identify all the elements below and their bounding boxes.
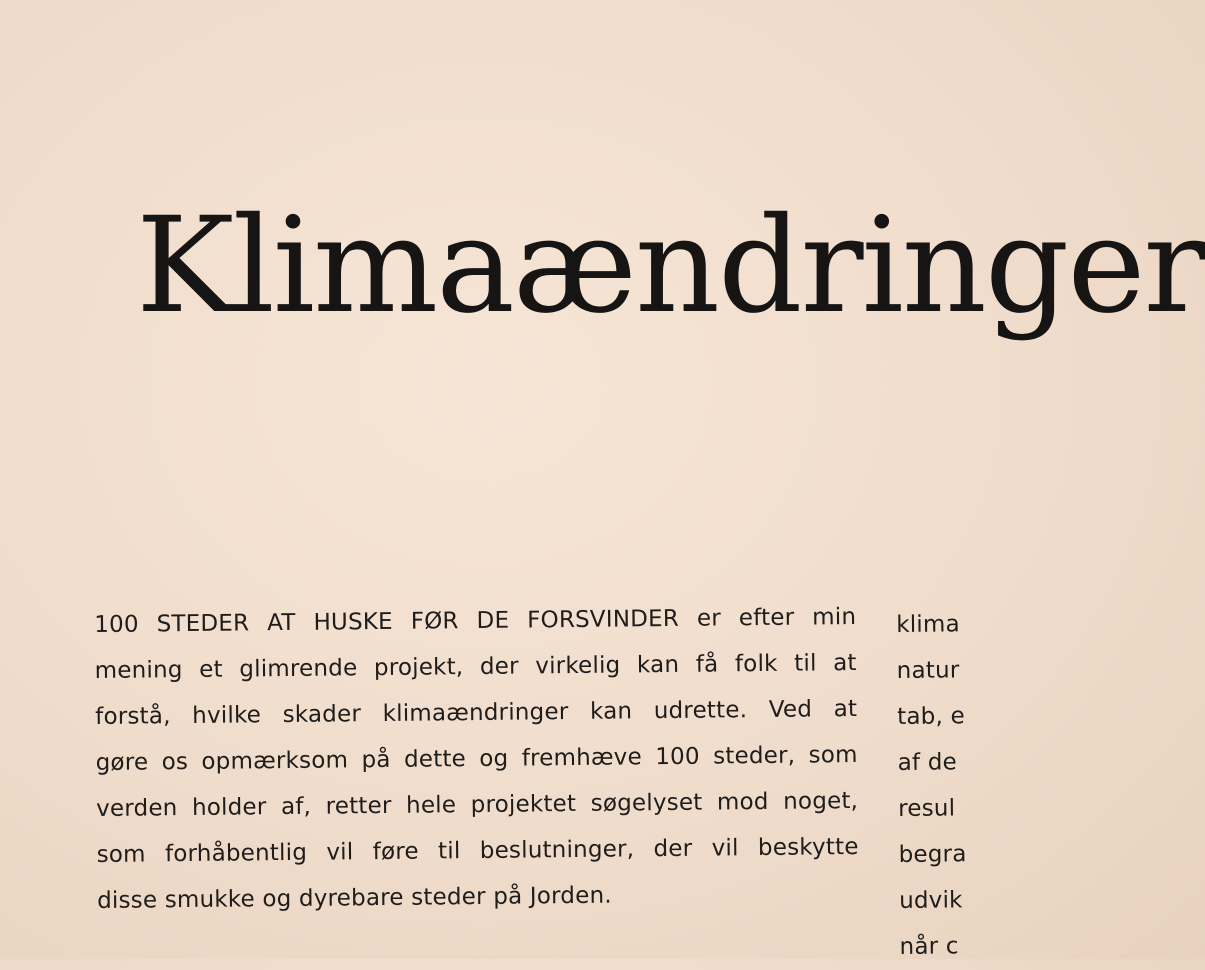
right-column-line: tab, e <box>897 703 966 730</box>
right-column-line: når c <box>899 933 959 960</box>
page-title: Klimaændringer <box>136 189 1205 343</box>
body-line: mening et glimrende projekt, der virkelig kan få folk til at <box>94 650 857 684</box>
body-line: forstå, hvilke skader klimaændringer kan udrette. Ved at <box>95 696 858 730</box>
right-column-line: udvik <box>898 887 963 914</box>
right-column-line: klima <box>896 611 960 638</box>
right-column-line: begra <box>898 841 967 868</box>
body-line: gøre os opmærksom på dette og fremhæve 100 steder, som <box>95 742 858 776</box>
right-column-line: af de <box>897 749 958 776</box>
body-line: som forhåbentlig vil føre til beslutninger, der vil beskytte <box>96 834 859 868</box>
body-line: verden holder af, retter hele projektet søgelyset mod noget, <box>96 788 859 822</box>
right-text-column-cropped <box>896 600 1100 970</box>
body-line: 100 STEDER AT HUSKE FØR DE FORSVINDER er efter min <box>94 604 857 638</box>
body-text-column <box>94 594 859 924</box>
body-line: disse smukke og dyrebare steder på Jorden. <box>96 882 612 914</box>
right-column-line: resul <box>898 795 956 822</box>
right-column-line: natur <box>896 657 960 684</box>
